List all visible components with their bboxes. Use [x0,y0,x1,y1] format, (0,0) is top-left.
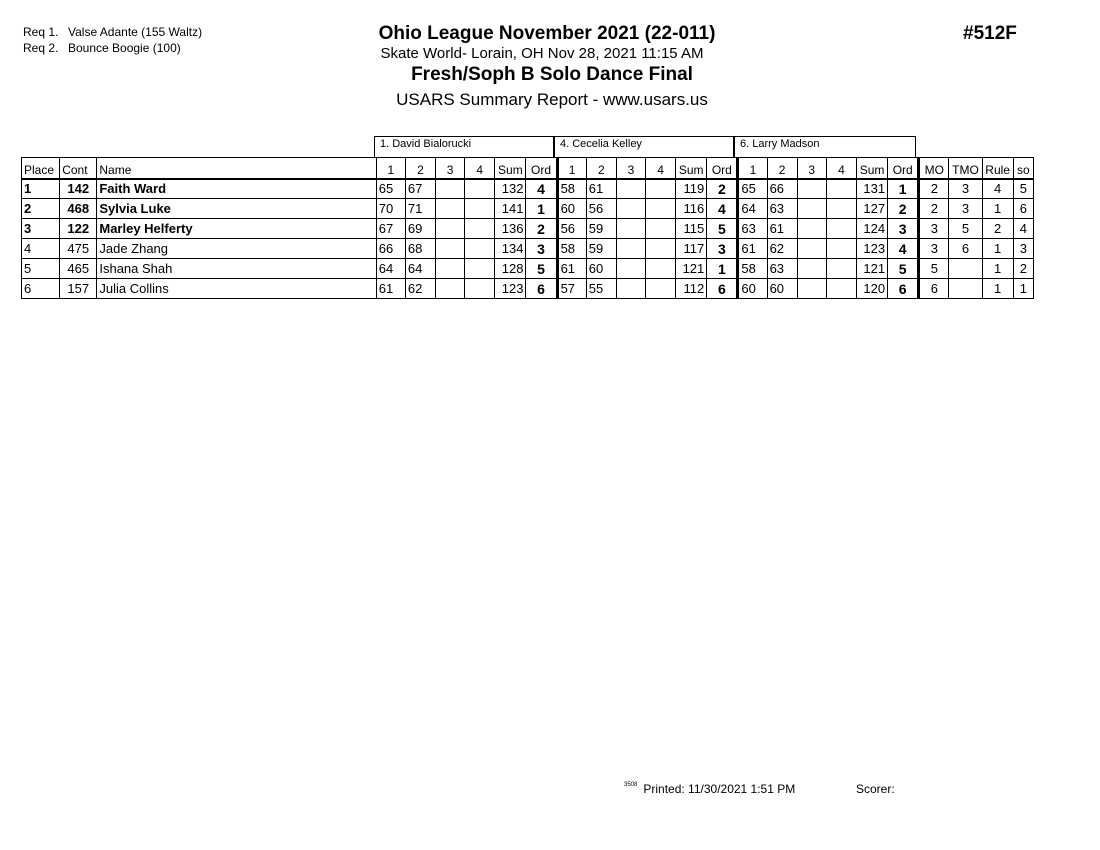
col-mo: MO [919,158,949,179]
col-judge3-s1: 1 [738,158,767,179]
total-majority-ordinal-cell [949,279,982,299]
total-majority-ordinal-cell: 5 [949,219,982,239]
so-cell: 3 [1013,239,1033,259]
judge1-score3-cell [436,219,465,239]
contestant-number-cell: 465 [60,259,97,279]
judge3-score4-cell [826,219,856,239]
judge2-score4-cell [646,219,676,239]
judge1-sum-cell: 136 [495,219,526,239]
skater-name-cell: Jade Zhang [97,239,376,259]
skater-name-cell: Julia Collins [97,279,376,299]
judge3-score1-cell: 65 [738,179,767,199]
contestant-number-cell: 468 [60,199,97,219]
judge1-score2-cell: 62 [405,279,435,299]
judge2-score1-cell: 57 [557,279,586,299]
rule-cell: 1 [982,279,1013,299]
table-row [22,259,1034,279]
judge3-score2-cell: 66 [767,179,797,199]
judge3-score1-cell: 60 [738,279,767,299]
results-table [21,157,1034,299]
printed-stamp [624,782,795,796]
rule-cell: 1 [982,199,1013,219]
requirement-number: Req 1. [23,25,59,39]
place-cell: 1 [22,179,60,199]
judge1-sum-cell: 123 [495,279,526,299]
so-cell: 1 [1013,279,1033,299]
judge1-score3-cell [436,179,465,199]
judge-2-header: 4. Cecelia Kelley [554,136,734,157]
judge1-score1-cell: 67 [376,219,405,239]
judge1-score4-cell [465,279,495,299]
judge2-score3-cell [616,199,645,219]
judge3-sum-cell: 121 [856,259,887,279]
majority-ordinal-cell: 3 [919,219,949,239]
judge3-ordinal-cell: 6 [888,279,919,299]
skater-name-cell: Ishana Shah [97,259,376,279]
judge2-score1-cell: 58 [557,239,586,259]
judge1-score4-cell [465,219,495,239]
col-judge3-s3: 3 [797,158,826,179]
requirement-number: Req 2. [23,41,59,55]
judge1-score2-cell: 68 [405,239,435,259]
requirement-text: Bounce Boogie (100) [68,41,181,55]
judge3-score2-cell: 63 [767,259,797,279]
judge3-sum-cell: 131 [856,179,887,199]
col-judge2-s3: 3 [616,158,645,179]
judge3-score4-cell [826,279,856,299]
judge3-score1-cell: 58 [738,259,767,279]
judge2-score1-cell: 61 [557,259,586,279]
place-cell: 3 [22,219,60,239]
majority-ordinal-cell: 2 [919,179,949,199]
judge2-ordinal-cell: 1 [707,259,738,279]
col-judge2-s4: 4 [646,158,676,179]
table-row [22,199,1034,219]
judge3-score1-cell: 64 [738,199,767,219]
judge1-score1-cell: 61 [376,279,405,299]
so-cell: 6 [1013,199,1033,219]
judge2-sum-cell: 121 [676,259,707,279]
judge2-score2-cell: 55 [586,279,616,299]
col-judge3-ord: Ord [888,158,919,179]
judge3-sum-cell: 127 [856,199,887,219]
col-judge1-s1: 1 [376,158,405,179]
judge3-ordinal-cell: 5 [888,259,919,279]
judge-3-header: 6. Larry Madson [734,136,916,157]
total-majority-ordinal-cell [949,259,982,279]
judge2-score3-cell [616,259,645,279]
judge3-score2-cell: 61 [767,219,797,239]
majority-ordinal-cell: 2 [919,199,949,219]
col-so: so [1013,158,1033,179]
judge2-ordinal-cell: 2 [707,179,738,199]
judge2-score3-cell [616,179,645,199]
judge1-ordinal-cell: 5 [526,259,557,279]
judge1-score3-cell [436,239,465,259]
judge2-ordinal-cell: 4 [707,199,738,219]
judge1-score4-cell [465,199,495,219]
judge3-score3-cell [797,239,826,259]
judge1-ordinal-cell: 6 [526,279,557,299]
report-name: USARS Summary Report - www.usars.us [396,90,708,109]
majority-ordinal-cell: 5 [919,259,949,279]
table-row [22,239,1034,259]
version-code: 3508 [624,782,638,788]
judge1-ordinal-cell: 3 [526,239,557,259]
majority-ordinal-cell: 6 [919,279,949,299]
judge1-score4-cell [465,179,495,199]
judge2-score1-cell: 60 [557,199,586,219]
judge2-sum-cell: 117 [676,239,707,259]
rule-cell: 1 [982,259,1013,279]
table-row [22,219,1034,239]
event-number: #512F [963,23,1017,44]
judge2-ordinal-cell: 5 [707,219,738,239]
contestant-number-cell: 142 [60,179,97,199]
col-tmo: TMO [949,158,982,179]
judge3-ordinal-cell: 2 [888,199,919,219]
judge3-score4-cell [826,259,856,279]
col-judge1-ord: Ord [526,158,557,179]
judge1-score1-cell: 65 [376,179,405,199]
judge1-score1-cell: 70 [376,199,405,219]
col-judge3-s2: 2 [767,158,797,179]
judge2-score4-cell [646,179,676,199]
results-body [22,179,1034,299]
judge3-score4-cell [826,199,856,219]
col-judge3-s4: 4 [826,158,856,179]
table-row [22,279,1034,299]
scorer-label: Scorer: [856,782,895,796]
judge2-score3-cell [616,219,645,239]
skater-name-cell: Faith Ward [97,179,376,199]
requirement-text: Valse Adante (155 Waltz) [68,25,203,39]
judge3-sum-cell: 124 [856,219,887,239]
judge3-score1-cell: 61 [738,239,767,259]
contestant-number-cell: 122 [60,219,97,239]
col-rule: Rule [982,158,1013,179]
judge2-score2-cell: 61 [586,179,616,199]
judge2-score4-cell [646,259,676,279]
judge2-score2-cell: 59 [586,219,616,239]
judge2-score4-cell [646,239,676,259]
col-judge2-s2: 2 [586,158,616,179]
judge2-score2-cell: 56 [586,199,616,219]
total-majority-ordinal-cell: 6 [949,239,982,259]
judge1-sum-cell: 141 [495,199,526,219]
judge2-score2-cell: 59 [586,239,616,259]
judge1-score3-cell [436,279,465,299]
skater-name-cell: Sylvia Luke [97,199,376,219]
judge3-score2-cell: 63 [767,199,797,219]
judge1-score4-cell [465,239,495,259]
table-header-row [22,158,1034,179]
judge3-score2-cell: 62 [767,239,797,259]
judge3-sum-cell: 123 [856,239,887,259]
rule-cell: 4 [982,179,1013,199]
judge1-ordinal-cell: 4 [526,179,557,199]
judge2-sum-cell: 116 [676,199,707,219]
col-judge2-sum: Sum [676,158,707,179]
so-cell: 2 [1013,259,1033,279]
place-cell: 2 [22,199,60,219]
skater-name-cell: Marley Helferty [97,219,376,239]
judge2-score3-cell [616,239,645,259]
judge3-score2-cell: 60 [767,279,797,299]
judge1-sum-cell: 134 [495,239,526,259]
col-judge3-sum: Sum [856,158,887,179]
event-name: Fresh/Soph B Solo Dance Final [411,64,693,85]
judge3-score3-cell [797,199,826,219]
col-judge2-s1: 1 [557,158,586,179]
total-majority-ordinal-cell: 3 [949,179,982,199]
judge1-sum-cell: 132 [495,179,526,199]
col-judge2-ord: Ord [707,158,738,179]
judge2-score4-cell [646,279,676,299]
judge3-ordinal-cell: 3 [888,219,919,239]
contestant-number-cell: 157 [60,279,97,299]
judge3-score1-cell: 63 [738,219,767,239]
venue-date: Skate World- Lorain, OH Nov 28, 2021 11:15 AM [380,45,704,62]
judge1-sum-cell: 128 [495,259,526,279]
place-cell: 5 [22,259,60,279]
judge2-ordinal-cell: 3 [707,239,738,259]
judge1-score1-cell: 64 [376,259,405,279]
judge1-ordinal-cell: 1 [526,199,557,219]
rule-cell: 1 [982,239,1013,259]
judge2-sum-cell: 115 [676,219,707,239]
printed-date: Printed: 11/30/2021 1:51 PM [643,782,796,796]
majority-ordinal-cell: 3 [919,239,949,259]
col-judge1-s4: 4 [465,158,495,179]
judge3-score3-cell [797,259,826,279]
judge2-score1-cell: 58 [557,179,586,199]
judge2-sum-cell: 112 [676,279,707,299]
judge2-score1-cell: 56 [557,219,586,239]
judge2-sum-cell: 119 [676,179,707,199]
judge3-score4-cell [826,239,856,259]
table-row [22,179,1034,199]
judge3-score3-cell [797,219,826,239]
judge1-score2-cell: 64 [405,259,435,279]
judge1-ordinal-cell: 2 [526,219,557,239]
judge3-score3-cell [797,279,826,299]
judge3-ordinal-cell: 4 [888,239,919,259]
judge1-score1-cell: 66 [376,239,405,259]
col-judge1-s3: 3 [436,158,465,179]
col-judge1-sum: Sum [495,158,526,179]
judge3-score3-cell [797,179,826,199]
judge1-score2-cell: 69 [405,219,435,239]
place-cell: 4 [22,239,60,259]
judge-1-header: 1. David Bialorucki [374,136,554,157]
judge2-score2-cell: 60 [586,259,616,279]
so-cell: 4 [1013,219,1033,239]
judge3-score4-cell [826,179,856,199]
col-cont: Cont [60,158,97,179]
competition-title: Ohio League November 2021 (22-011) [378,23,716,44]
col-name: Name [97,158,376,179]
total-majority-ordinal-cell: 3 [949,199,982,219]
judge1-score3-cell [436,259,465,279]
rule-cell: 2 [982,219,1013,239]
judge3-ordinal-cell: 1 [888,179,919,199]
judge2-ordinal-cell: 6 [707,279,738,299]
judge1-score4-cell [465,259,495,279]
judge1-score3-cell [436,199,465,219]
contestant-number-cell: 475 [60,239,97,259]
judge1-score2-cell: 71 [405,199,435,219]
col-place: Place [22,158,60,179]
place-cell: 6 [22,279,60,299]
judge1-score2-cell: 67 [405,179,435,199]
so-cell: 5 [1013,179,1033,199]
judge2-score3-cell [616,279,645,299]
judge3-sum-cell: 120 [856,279,887,299]
judge2-score4-cell [646,199,676,219]
col-judge1-s2: 2 [405,158,435,179]
